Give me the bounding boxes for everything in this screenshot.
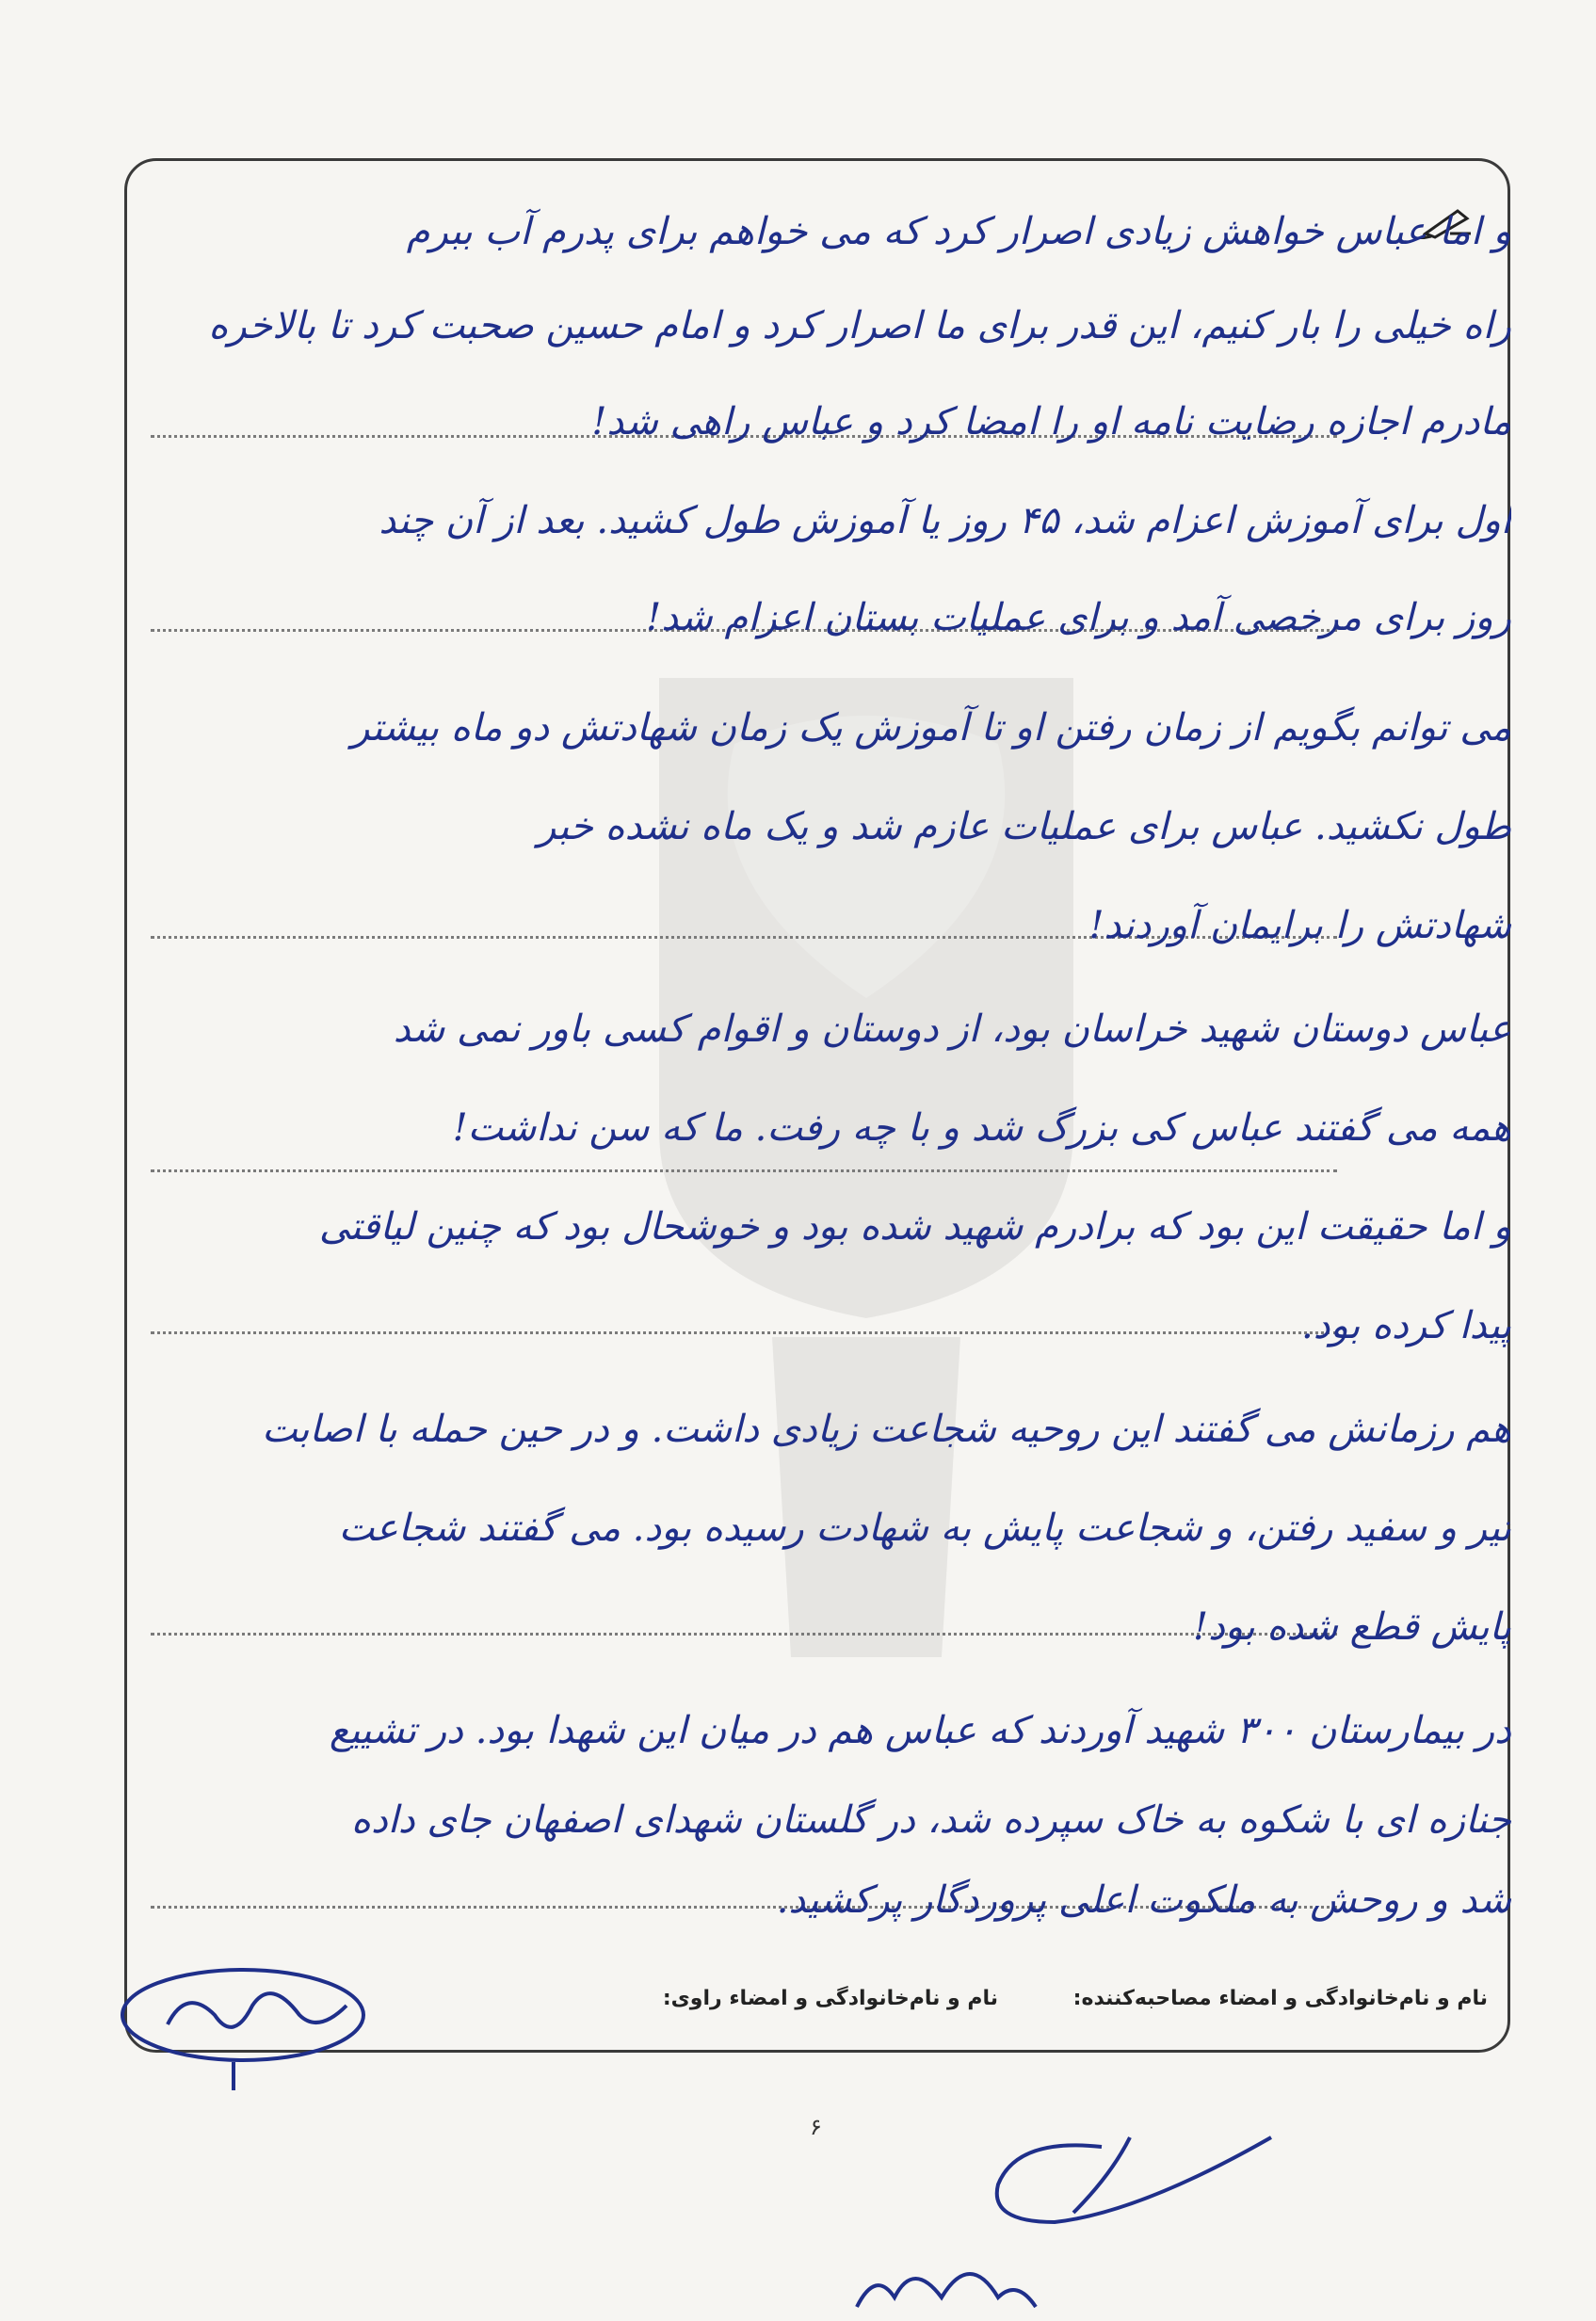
interviewer-signature-label: نام و نام‌خانوادگی و امضاء مصاحبه‌کننده: (1072, 1987, 1488, 2010)
handwritten-line: شهادتش را برایمان آوردند! (1088, 904, 1511, 947)
handwritten-line: طول نکشید. عباس برای عملیات عازم شد و یک ماه نشده خبر (538, 805, 1511, 848)
handwritten-line: هم رزمانش می گفتند این روحیه شجاعت زیادی داشت. و در حین حمله با اصابت (262, 1408, 1511, 1451)
handwritten-line: عباس دوستان شهید خراسان بود، از دوستان و اقوام کسی باور نمی شد (393, 1007, 1511, 1051)
handwritten-line: و اما عباس خواهش زیادی اصرار کرد که می خواهم برای پدرم آب ببرم (406, 210, 1511, 253)
handwritten-line: جنازه ای با شکوه به خاک سپرده شد، در گلستان شهدای اصفهان جای داده (351, 1798, 1511, 1842)
handwritten-line: می توانم بگویم از زمان رفتن او تا آموزش یک زمان شهادتش دو ماه بیشتر (351, 706, 1511, 749)
handwritten-line: پیدا کرده بود. (1301, 1304, 1511, 1347)
narrator-signature (111, 1958, 384, 2100)
handwritten-line: همه می گفتند عباس کی بزرگ شد و با چه رفت. ما که سن نداشت! (452, 1106, 1511, 1150)
handwritten-line: روز برای مرخصی آمد و برای عملیات بستان اعزام شد! (646, 596, 1511, 639)
handwritten-line: تیر و سفید رفتن، و شجاعت پایش به شهادت رسیده بود. می گفتند شجاعت (338, 1507, 1511, 1550)
page-number: ۶ (810, 2114, 822, 2140)
handwritten-line: اول برای آموزش اعزام شد، ۴۵ روز یا آموزش طول کشید. بعد از آن چند (379, 499, 1511, 542)
handwritten-signature (829, 2109, 1441, 2316)
handwritten-line: و اما حقیقت این بود که برادرم شهید شده بود و خوشحال بود که چنین لیاقتی (318, 1205, 1511, 1249)
handwritten-line: در بیمارستان ۳۰۰ شهید آوردند که عباس هم در میان این شهدا بود. در تشییع (329, 1709, 1511, 1752)
narrator-signature-label: نام و نام‌خانوادگی و امضاء راوی: (662, 1987, 998, 2010)
handwritten-line: شد و روحش به ملکوت اعلی پروردگار پرکشید. (776, 1878, 1511, 1922)
handwritten-line: مادرم اجازه رضایت نامه او را امضا کرد و عباس راهی شد! (591, 400, 1511, 443)
handwritten-line: پایش قطع شده بود! (1193, 1605, 1511, 1649)
handwritten-line: راه خیلی را بار کنیم، این قدر برای ما اصرار کرد و امام حسین صحبت کرد تا بالاخره (208, 304, 1511, 347)
